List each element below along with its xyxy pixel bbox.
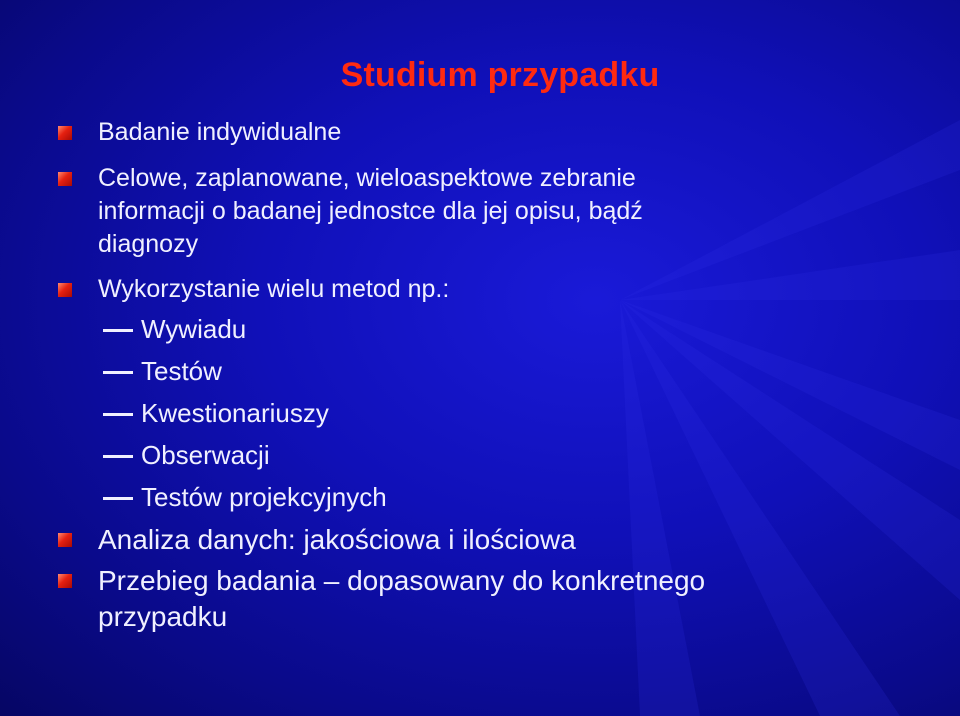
bullet-line: Celowe, zaplanowane, wieloaspektowe zebranie — [98, 164, 636, 192]
bullet-item — [98, 273, 449, 306]
red-square-bullet-icon — [58, 574, 72, 588]
sub-item-label: Wywiadu — [141, 314, 247, 344]
bullet-item — [98, 116, 341, 149]
sub-item-label: Testów projekcyjnych — [141, 482, 387, 512]
red-square-bullet-icon — [58, 533, 72, 547]
dash-icon — [103, 329, 133, 332]
sub-item-label: Testów — [141, 356, 222, 386]
dash-icon — [103, 455, 133, 458]
bullet-line: Przebieg badania – dopasowany do konkretnego — [98, 565, 706, 596]
sub-item — [141, 397, 329, 430]
bullet-line: przypadku — [98, 601, 228, 632]
slide-title: Studium przypadku — [340, 56, 660, 94]
dash-icon — [103, 371, 133, 374]
bullet-item — [98, 522, 576, 558]
bullet-line: informacji o badanej jednostce dla jej opisu, bądź — [98, 197, 643, 225]
dash-icon — [103, 413, 133, 416]
dash-icon — [103, 497, 133, 500]
sub-item-label: Kwestionariuszy — [141, 398, 329, 428]
bullet-line: Analiza danych: jakościowa i ilościowa — [98, 524, 576, 555]
red-square-bullet-icon — [58, 126, 72, 140]
sub-item — [141, 313, 246, 346]
bullet-item — [98, 563, 705, 635]
sub-item — [141, 481, 387, 514]
bullet-line: diagnozy — [98, 230, 199, 258]
sub-item — [141, 355, 222, 388]
sub-item — [141, 439, 270, 472]
red-square-bullet-icon — [58, 283, 72, 297]
bullet-line: Badanie indywidualne — [98, 118, 342, 146]
sub-item-label: Obserwacji — [141, 440, 270, 470]
bullet-line: Wykorzystanie wielu metod np.: — [98, 275, 450, 303]
red-square-bullet-icon — [58, 172, 72, 186]
bullet-item — [98, 162, 643, 261]
